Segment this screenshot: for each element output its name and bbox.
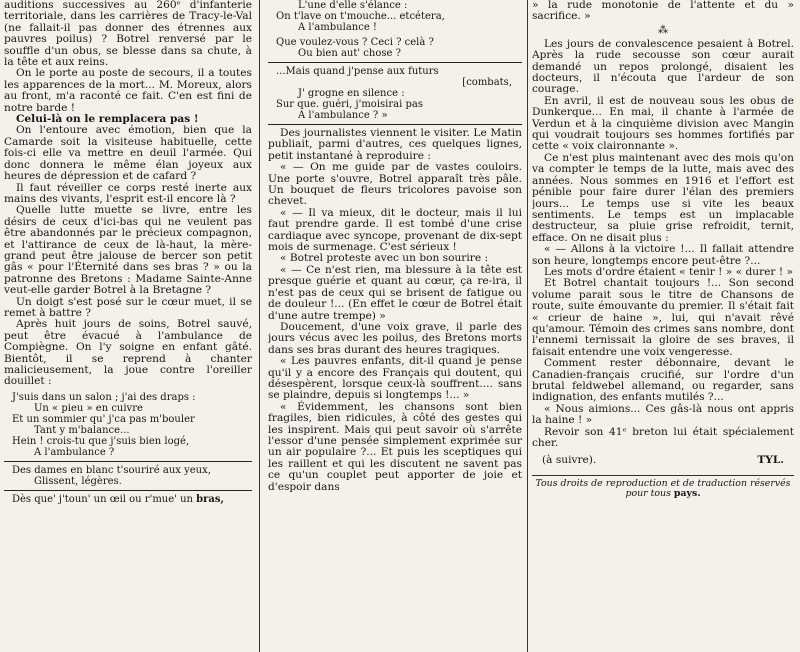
paragraph: En avril, il est de nouveau sous les obus de Dunkerque... En mai, il chante à l'armée de Verdun et à la cinquième division avec Mangin qui voudrait toujours ses hommes fortifiés par cette « voix claironnante ». xyxy=(532,94,794,153)
paragraph: « Botrel proteste avec un bon sourire : xyxy=(280,252,489,265)
author-signature: TYL. xyxy=(757,454,784,467)
song-verse xyxy=(268,0,522,33)
song-line: J'suis dans un salon ; j'ai des draps : xyxy=(12,391,196,403)
separator-line xyxy=(4,490,252,491)
paragraph: Quelle lutte muette se livre, entre les désirs de ceux d'ici-bas qui ne veulent pas être abandonnés par le précieux compagnon, et l'attirance de ceux de là-haut, la mère-grand peut être jalouse de bercer son petit gâs « pour l'Éternité dans ses bras ? » ou la patronne des Bretons : Madame Sainte-Anne veut-elle garder Botrel à la Bretagne ? xyxy=(4,204,252,297)
copyright-notice xyxy=(532,475,794,500)
column-divider xyxy=(527,0,528,652)
paragraph: Et Botrel chantait toujours !... Son second volume parait sous le titre de Chansons de route, suite émouvante du premier. Il s'était fait « crieur de haine », lui, qui n'avait rêvé qu'amour. Témoin des crimes sans nombre, dont l'ennemi ternissait la gloire de ses braves, il faisait entendre une voix vengeresse. xyxy=(532,277,794,358)
paragraph: Doucement, d'une voix grave, il parle des jours vécus avec les poilus, des Bretons morts dans ses bras durant des heures tragiques. xyxy=(268,320,522,356)
song-line: A l'ambulance ? xyxy=(34,446,115,458)
song-verse xyxy=(4,494,252,505)
separator-line xyxy=(268,124,522,125)
song-line: On t'lave on t'mouche... etcétera, xyxy=(276,11,445,22)
song-verse xyxy=(4,465,252,487)
separator-line xyxy=(4,461,252,462)
song-line-end: bras, xyxy=(196,493,225,505)
column-1 xyxy=(4,0,252,652)
song-line: Que voulez-vous ? Ceci ? celà ? xyxy=(276,37,434,48)
song-line: J' grogne en silence : xyxy=(298,88,405,99)
song-verse xyxy=(268,66,522,121)
song-line xyxy=(12,494,252,505)
song-line: [combats, xyxy=(462,77,512,88)
paragraph: Un doigt s'est posé sur le cœur muet, il se remet à battre ? xyxy=(4,295,252,319)
paragraph: Comment rester débonnaire, devant le Canadien-français crucifié, sur l'ordre d'un brutal feldwebel allemand, ou regarder, sans indignation, des enfants mutilés ?... xyxy=(532,357,794,404)
paragraph: Les mots d'ordre étaient « tenir ! » « durer ! » xyxy=(544,265,793,278)
to-be-continued: (à suivre). xyxy=(542,454,597,467)
column-2 xyxy=(268,0,522,652)
paragraph: Revoir son 41ᵉ breton lui était spécialement cher. xyxy=(532,425,794,450)
paragraph: auditions successives au 260ᵉ d'infanterie territoriale, dans les carrières de Tracy-le-Val (ne fallait-il pas donner des étrennes aux pauvres poilus) ? Botrel renversé par le souffle d'un obus, se blesse dans sa chute, à la tête et aux reins. xyxy=(4,0,252,69)
paragraph: « — Il va mieux, dit le docteur, mais il lui faut prendre garde. Il est tombé d'une crise cardiaque avec syncope, provenant de dix-sept mois de surmenage. C'est sérieux ! xyxy=(268,206,522,254)
song-line: L'une d'elle s'élance : xyxy=(298,0,408,11)
paragraph: « Nous aimions... Ces gâs-là nous ont appris la haine ! » xyxy=(532,402,794,427)
song-line: ...Mais quand j'pense aux futurs xyxy=(276,66,439,77)
song-line: A l'ambulance ! xyxy=(298,22,377,33)
song-verse xyxy=(4,392,252,458)
copyright-end: pays. xyxy=(673,488,701,500)
paragraph: Celui-là on le remplacera pas ! xyxy=(16,113,199,126)
paragraph: Ce n'est plus maintenant avec des mois qu'on va compter le temps de la lutte, mais avec des années. Nous sommes en 1916 et l'effort est pénible pour faire durer l'élan des premiers jours... Le temps use si vite les beaux sentiments. Le temps est un implacable destructeur, sa pluie grise refroidit, ternit, efface. On ne disait plus : xyxy=(532,151,794,244)
song-line: Un « pieu » en cuivre xyxy=(34,402,143,414)
paragraph: « Les pauvres enfants, dit-il quand je pense qu'il y a encore des Français qui doutent, qui désespèrent, lorsque ceux-là souffrent.... sans se plaindre, depuis si longtemps !... » xyxy=(268,355,522,402)
copyright-text: Tous droits de reproduction et de traduction réservés pour tous xyxy=(535,477,791,500)
song-line: Hein ! crois-tu que j'suis bien logé, xyxy=(12,435,190,447)
asterism-icon: ⁂ xyxy=(658,24,668,36)
song-line: Tant y m'balance... xyxy=(34,424,130,436)
paragraph: « Évidemment, les chansons sont bien fragiles, bien ridicules, à côté des gestes qui les inspirent. Mais qui peut savoir où s'arrête l'essor d'une pensée simplement exprimée sur un air populaire ?... Et puis les sceptiques qui les raillent et qui les discutent ne savent pas ce qu'un couplet peut apporter de joie et d'espoir dans xyxy=(268,400,522,493)
song-line: Sur que. guéri, j'moisirai pas xyxy=(276,99,423,110)
song-line: A l'ambulance ? » xyxy=(298,110,388,121)
song-line: Des dames en blanc t'souriré aux yeux, xyxy=(12,464,211,476)
article-signature xyxy=(532,455,794,466)
paragraph: Des journalistes viennent le visiter. Le Matin publiait, parmi d'autres, ces quelques lignes, petit instantané à reproduire : xyxy=(268,127,522,162)
song-line: Ou bien aut' chose ? xyxy=(298,48,401,59)
paragraph: Après huit jours de soins, Botrel sauvé, peut être évacué à l'ambulance de Compiègne. On l'y soigne en enfant gâté. Bientôt, il se reprend à chanter malicieusement, la joue contre l'oreiller douillet : xyxy=(4,318,252,388)
paragraph: « — On me guide par de vastes couloirs. Une porte s'ouvre, Botrel apparaît très pâle. Un bouquet de fleurs tricolores pavoise son chevet. xyxy=(268,161,522,208)
song-verse xyxy=(268,37,522,59)
column-3 xyxy=(532,0,794,652)
song-line-text: Dès que' j'toun' un œil ou r'mue' un xyxy=(12,493,193,505)
paragraph: Les jours de convalescence pesaient à Botrel. Après la rude secousse son cœur aurait demandé un repos prolongé, disaient les docteurs, il n'écouta que l'ardeur de son courage. xyxy=(532,37,794,96)
paragraph: On l'entoure avec émotion, bien que la Camarde soit la visiteuse habituelle, cette fois-ci elle va mettre en deuil l'armée. Qui donc donnera le même élan joyeux aux heures de dépression et de cafard ? xyxy=(4,124,252,183)
separator-line xyxy=(268,62,522,63)
paragraph: On le porte au poste de secours, il a toutes les apparences de la mort... M. Moreux, alors au front, m'a raconté ce fait. C'en est fini de notre barde ! xyxy=(4,67,252,114)
song-line: Glissent, légères. xyxy=(34,475,122,487)
paragraph: Il faut réveiller ce corps resté inerte aux mains des vivants, l'esprit est-il encore là ? xyxy=(4,181,252,205)
column-divider xyxy=(259,0,260,652)
paragraph: « — Ce n'est rien, ma blessure à la tête est presque guérie et quant au cœur, ça re-ira, il n'est pas de ceux qui se brisent de fatigue ou de douleur !... (En effet le cœur de Botrel était d'une autre trempe) » xyxy=(268,263,522,322)
paragraph: » la rude monotonie de l'attente et du » sacrifice. » xyxy=(532,0,794,23)
song-line: Et un sommier qu' j'ca pas m'bouler xyxy=(12,413,195,425)
paragraph: « — Allons à la victoire !... Il fallait attendre son heure, longtemps encore peut-être ?... xyxy=(532,243,794,267)
